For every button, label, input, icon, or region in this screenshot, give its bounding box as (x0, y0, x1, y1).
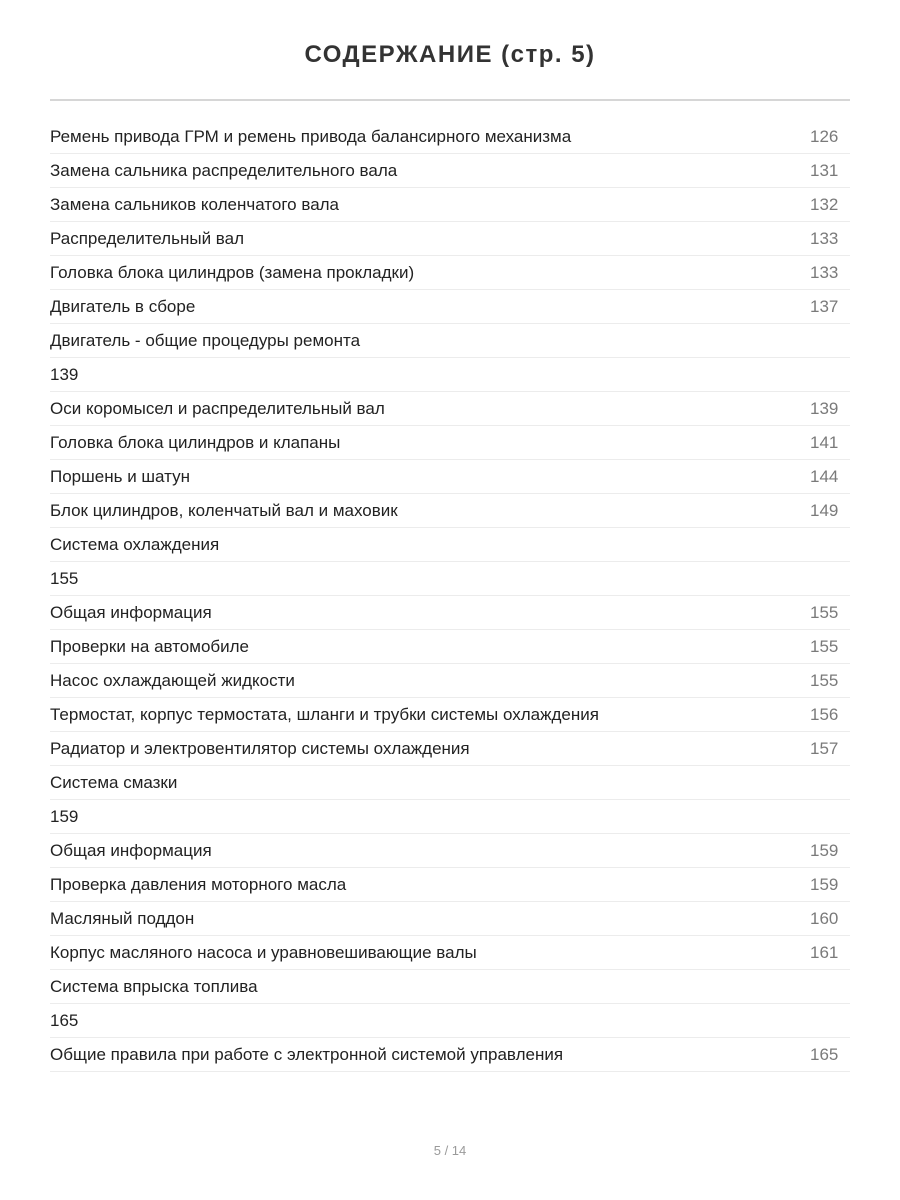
toc-entry-label: Система впрыска топлива (50, 977, 258, 996)
toc-row[interactable] (50, 834, 850, 868)
toc-row[interactable] (50, 494, 850, 528)
toc-entry-page: 157 (810, 739, 839, 758)
toc-entry-label: Насос охлаждающей жидкости (50, 671, 295, 690)
toc-row[interactable] (50, 1038, 850, 1072)
toc-entry-label: Замена сальника распределительного вала (50, 161, 398, 180)
toc-row[interactable] (50, 154, 850, 188)
toc-entry-label: Общая информация (50, 841, 212, 860)
toc-row[interactable] (50, 630, 850, 664)
page-indicator: 5 / 14 (433, 1143, 467, 1158)
toc-row[interactable] (50, 698, 850, 732)
toc-entry-label: Система охлаждения (50, 535, 220, 554)
toc-entry-label: Распределительный вал (50, 229, 244, 248)
toc-entry-label: 165 (50, 1011, 79, 1030)
toc-entry-page: 159 (810, 875, 839, 894)
toc-row[interactable] (50, 766, 850, 800)
toc-entry-page: 131 (810, 161, 839, 180)
toc-entry-page: 133 (810, 263, 839, 282)
toc-entry-label: Масляный поддон (50, 909, 195, 928)
toc-entry-page: 126 (810, 127, 839, 146)
toc-entry-label: Корпус масляного насоса и уравновешивающие валы (50, 943, 477, 962)
toc-row[interactable] (50, 1004, 850, 1038)
toc-row[interactable] (50, 120, 850, 154)
toc-row[interactable] (50, 664, 850, 698)
toc-entry-page: 165 (810, 1045, 839, 1064)
toc-entry-label: Замена сальников коленчатого вала (50, 195, 340, 214)
toc-row[interactable] (50, 596, 850, 630)
toc-entry-label: Двигатель - общие процедуры ремонта (50, 331, 361, 350)
toc-entry-page: 159 (810, 841, 839, 860)
toc-entry-page: 160 (810, 909, 839, 928)
toc-row[interactable] (50, 800, 850, 834)
toc-entry-page: 139 (810, 399, 839, 418)
toc-entry-page: 133 (810, 229, 839, 248)
toc-row[interactable] (50, 902, 850, 936)
toc-entry-label: 159 (50, 807, 79, 826)
toc-entry-label: Общая информация (50, 603, 212, 622)
toc-entry-page: 141 (810, 433, 839, 452)
toc-entry-page: 155 (810, 671, 839, 690)
toc-entry-label: Поршень и шатун (50, 467, 190, 486)
toc-entry-page: 155 (810, 603, 839, 622)
toc-row[interactable] (50, 256, 850, 290)
toc-entry-label: Система смазки (50, 773, 178, 792)
toc-entry-page: 137 (810, 297, 839, 316)
toc-entry-label: Термостат, корпус термостата, шланги и трубки системы охлаждения (50, 705, 599, 724)
toc-row[interactable] (50, 188, 850, 222)
toc-entry-label: Головка блока цилиндров (замена прокладки) (50, 263, 415, 282)
toc-row[interactable] (50, 970, 850, 1004)
toc-row[interactable] (50, 426, 850, 460)
toc-row[interactable] (50, 324, 850, 358)
toc-entry-label: Радиатор и электровентилятор системы охлаждения (50, 739, 470, 758)
toc-entry-page: 155 (810, 637, 839, 656)
toc-entry-page: 156 (810, 705, 839, 724)
toc-entry-label: Общие правила при работе с электронной системой управления (50, 1045, 564, 1064)
table-of-contents (50, 120, 850, 1072)
toc-row[interactable] (50, 732, 850, 766)
toc-row[interactable] (50, 562, 850, 596)
toc-entry-label: Проверки на автомобиле (50, 637, 250, 656)
toc-row[interactable] (50, 528, 850, 562)
toc-row[interactable] (50, 222, 850, 256)
toc-entry-label: 139 (50, 365, 79, 384)
toc-entry-label: 155 (50, 569, 79, 588)
toc-entry-page: 149 (810, 501, 839, 520)
toc-entry-page: 144 (810, 467, 839, 486)
title-divider (50, 99, 850, 101)
toc-entry-page: 161 (810, 943, 839, 962)
toc-row[interactable] (50, 460, 850, 494)
toc-row[interactable] (50, 358, 850, 392)
page-title: СОДЕРЖАНИЕ (стр. 5) (304, 41, 596, 68)
toc-entry-label: Головка блока цилиндров и клапаны (50, 433, 341, 452)
toc-row[interactable] (50, 392, 850, 426)
toc-entry-label: Оси коромысел и распределительный вал (50, 399, 385, 418)
toc-entry-label: Ремень привода ГРМ и ремень привода балансирного механизма (50, 127, 572, 146)
toc-entry-label: Двигатель в сборе (50, 297, 196, 316)
toc-row[interactable] (50, 868, 850, 902)
toc-entry-label: Блок цилиндров, коленчатый вал и маховик (50, 501, 398, 520)
toc-row[interactable] (50, 290, 850, 324)
toc-entry-page: 132 (810, 195, 839, 214)
toc-row[interactable] (50, 936, 850, 970)
toc-entry-label: Проверка давления моторного масла (50, 875, 347, 894)
